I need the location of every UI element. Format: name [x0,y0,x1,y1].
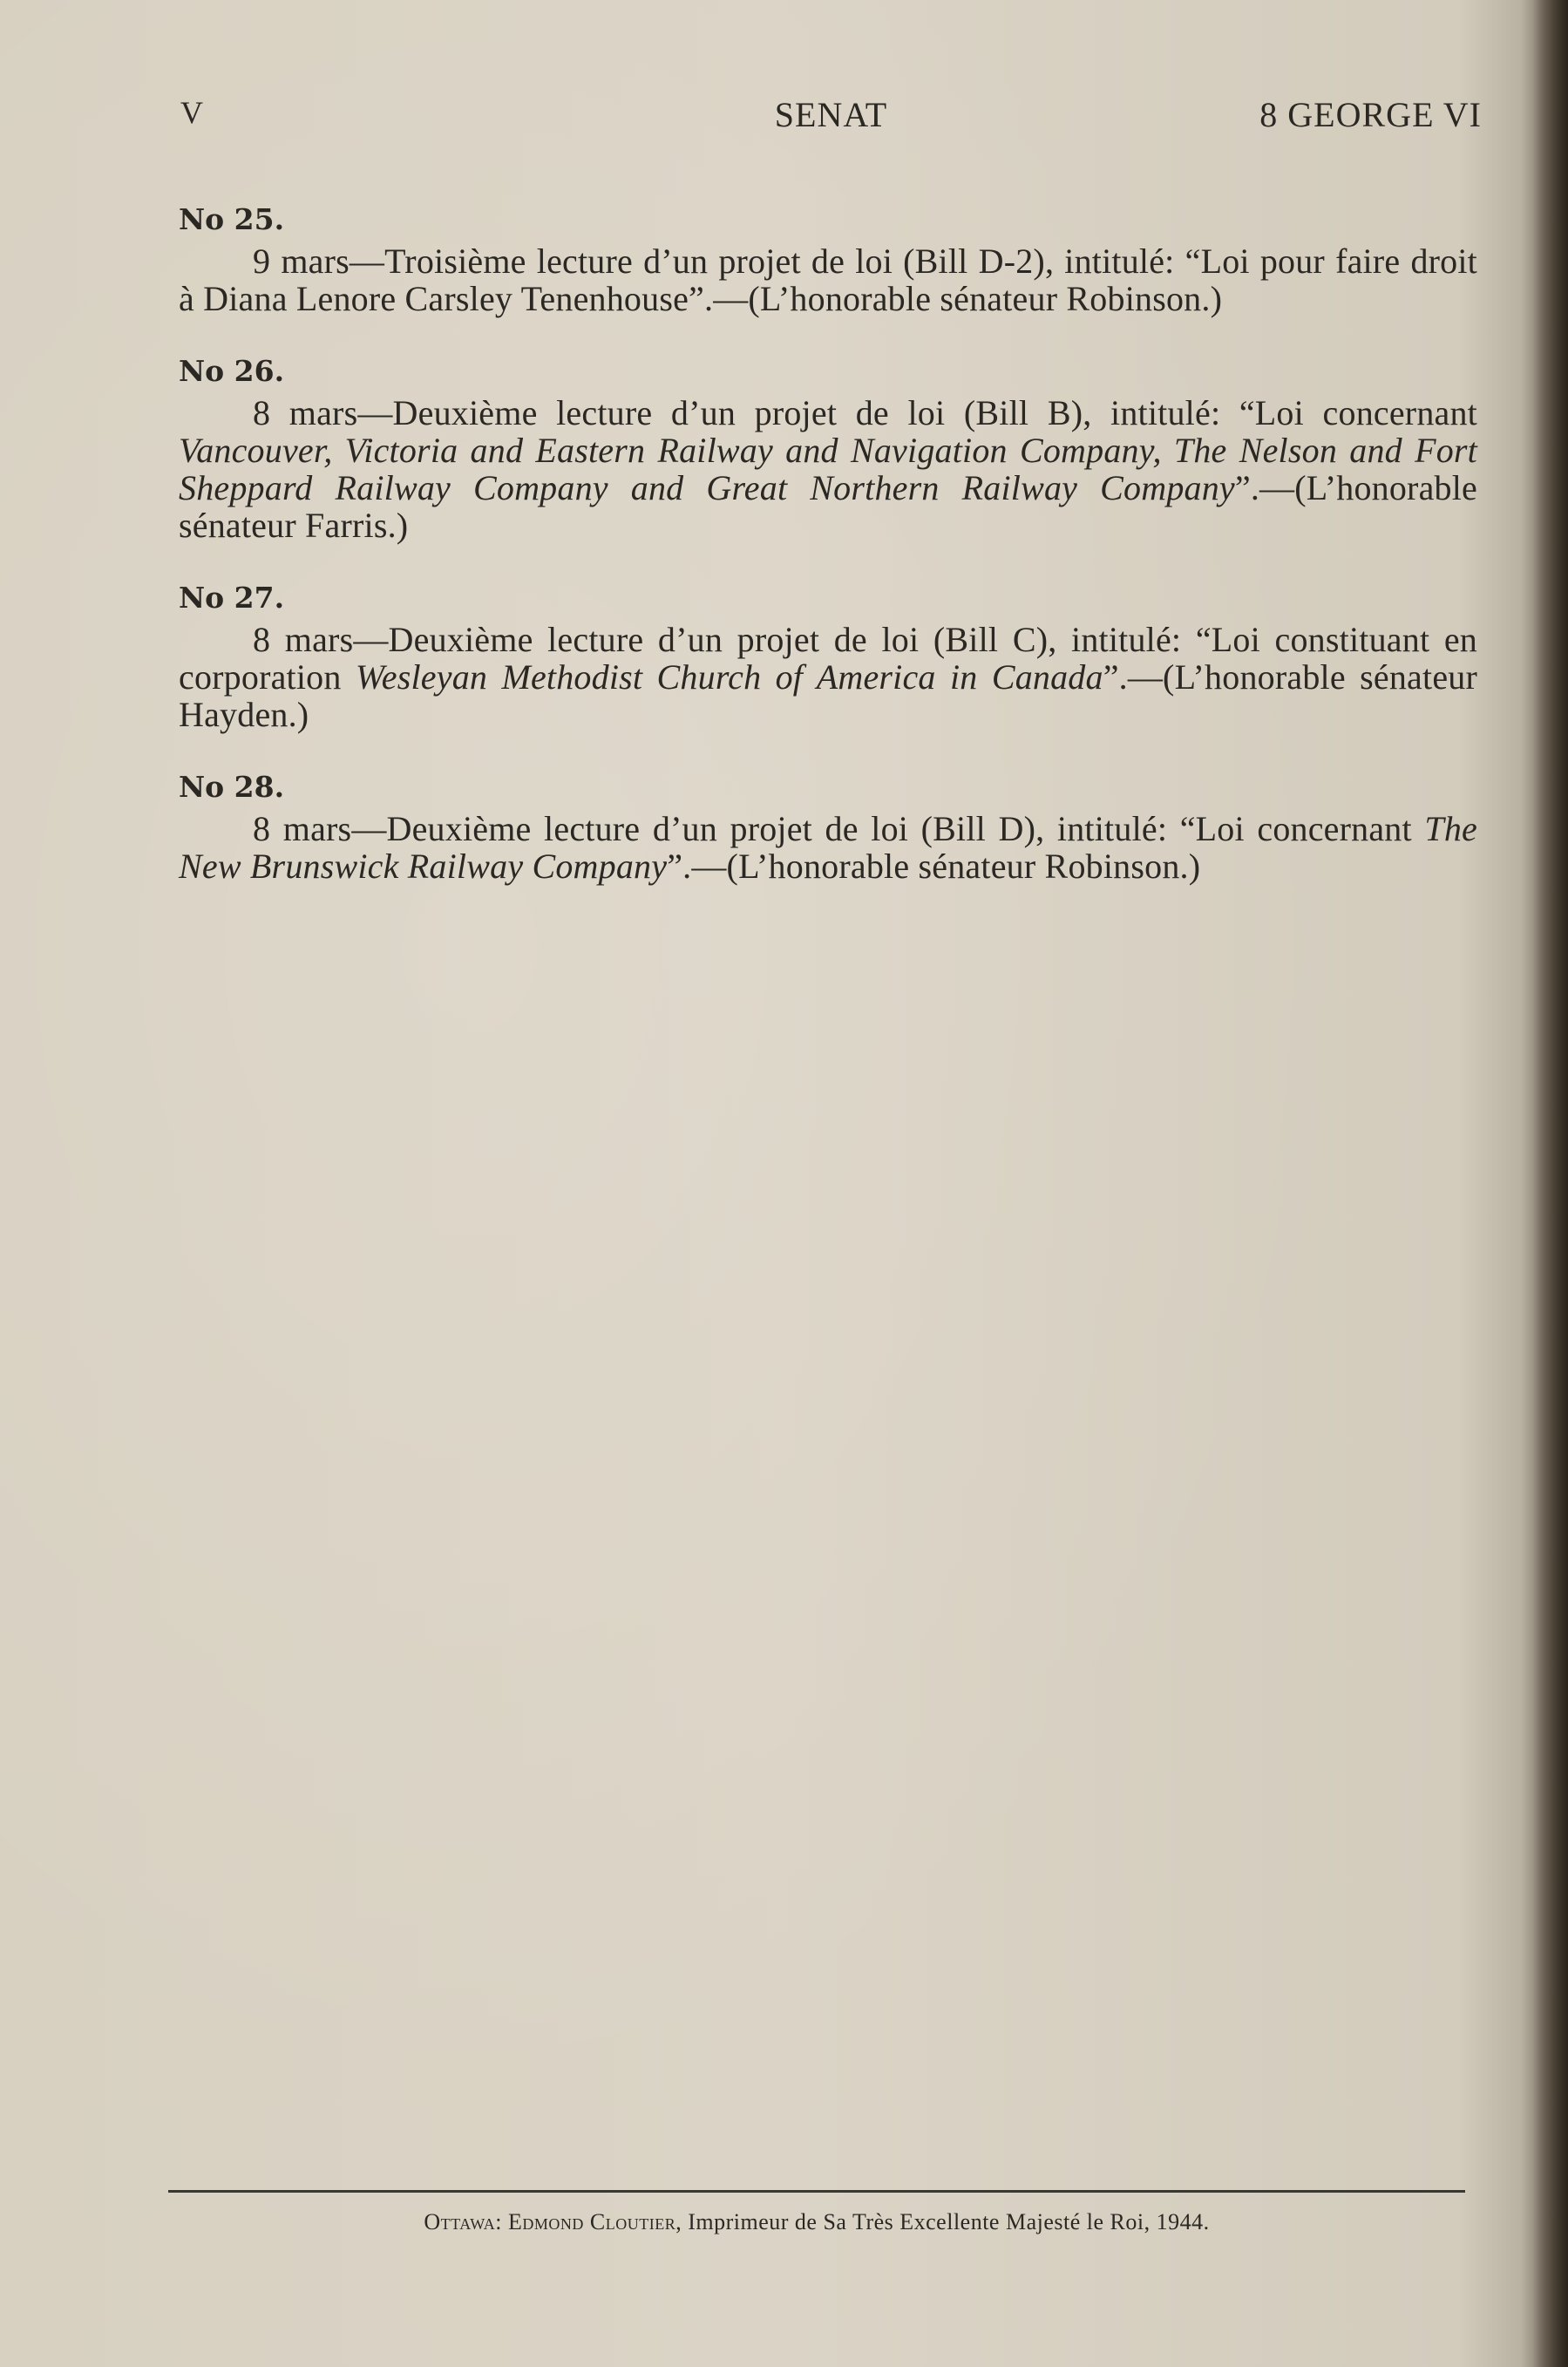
entry-number: No 25. [179,202,285,236]
entry-text [179,621,1477,733]
entry-text-italic: Wesleyan Methodist Church of America in Canada [355,657,1103,697]
printer-imprint [168,2209,1465,2235]
entry-number: No 28. [179,770,285,804]
entry-text-italic: The New Brunswick Railway Company [179,809,1477,886]
book-spine-shadow [1533,0,1568,2367]
imprint-rest: Imprimeur de Sa Très Excellente Majesté le Roi, 1944. [688,2209,1210,2234]
entry-text-part: ”.—(L’honorable sénateur Farris.) [179,468,1477,545]
entry-text-italic: Vancouver, Victoria and Eastern Railway and Navigation Company, The Nelson and Fort Sheppard Railway Company and Great Northern Railway Company [179,431,1477,507]
imprint-printer: Edmond Cloutier, [508,2209,682,2234]
entry-text-part: 9 mars—Troisième lecture d’un projet de loi (Bill D-2), intitulé: “Loi pour faire droit à Diana Lenore Carsley Tenenhouse”.—(L’honorable sénateur Robinson.) [179,241,1477,318]
entry-text-part: 8 mars—Deuxième lecture d’un projet de loi (Bill B), intitulé: “Loi concernant [253,393,1477,432]
entry [179,352,1477,544]
footer-rule [168,2190,1465,2193]
entry-text-part: 8 mars—Deuxième lecture d’un projet de loi (Bill C), intitulé: “Loi constituant en corporation [179,620,1477,697]
entry-number: No 27. [179,581,285,615]
entry-text-part: ”.—(L’honorable sénateur Robinson.) [667,847,1201,886]
entry [179,768,1477,885]
running-title: SENAT [774,95,888,134]
entry-text-part: ”.—(L’honorable sénateur Hayden.) [179,657,1477,734]
imprint-city: Ottawa: [424,2209,502,2234]
entry-number: No 26. [179,354,285,388]
entry [179,579,1477,733]
session-label: 8 GEORGE VI [1259,95,1482,134]
entry-text [179,810,1477,885]
entries-list [179,201,1477,920]
entry-text [179,394,1477,544]
entry-text [179,242,1477,317]
running-head [180,94,1482,146]
page-number: V [180,95,204,130]
entry [179,201,1477,317]
entry-text-part: 8 mars—Deuxième lecture d’un projet de loi (Bill D), intitulé: “Loi concernant [253,809,1425,848]
